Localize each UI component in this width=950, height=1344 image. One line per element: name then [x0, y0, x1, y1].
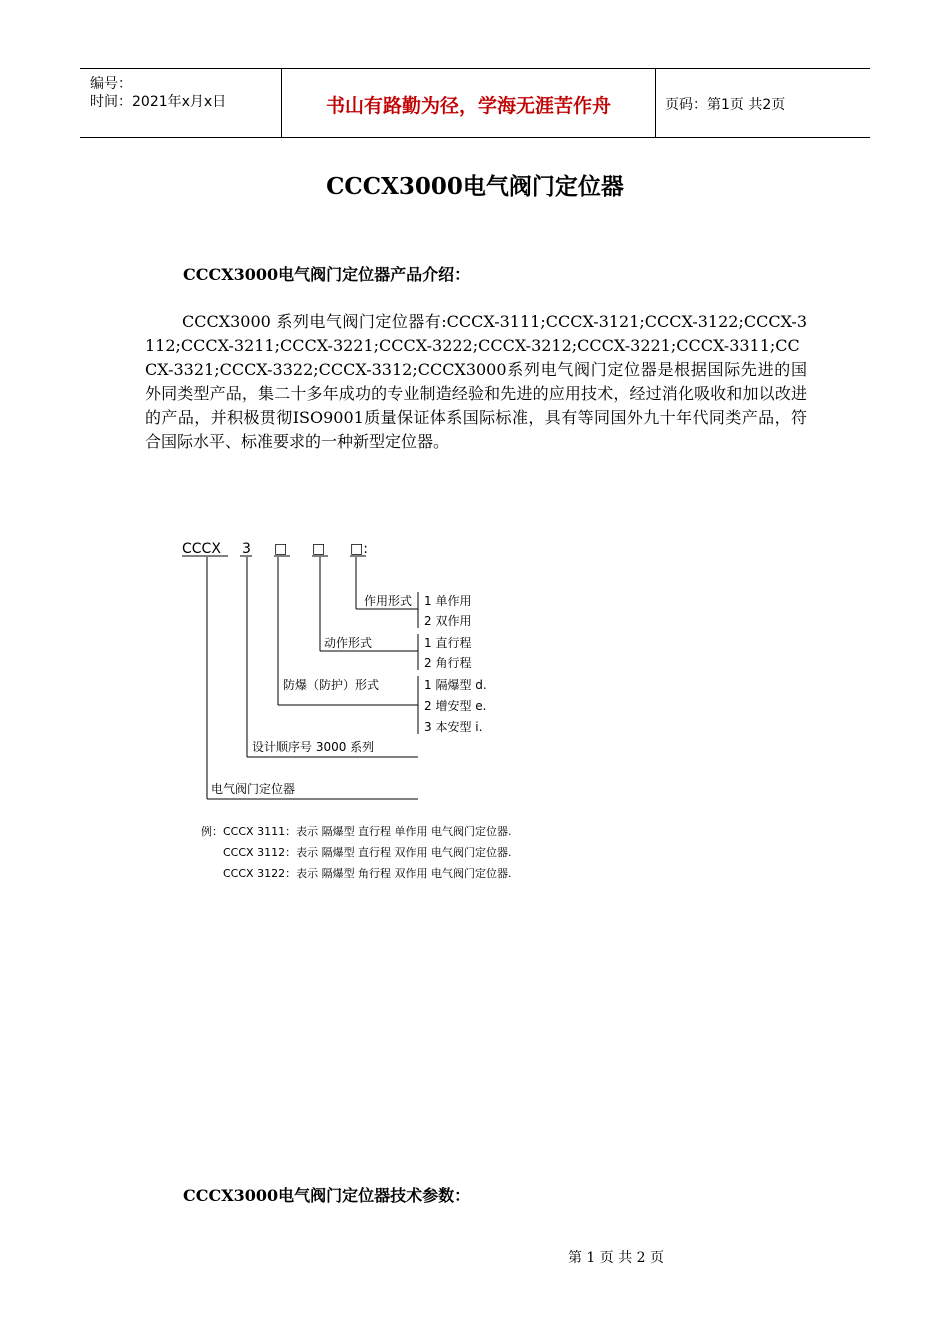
action-option-2: 2 双作用 [424, 614, 472, 628]
explosion-option-3: 3 本安型 i. [424, 720, 483, 734]
code-prefix: CCCX [182, 541, 221, 557]
code-box-1: □ [274, 541, 288, 557]
motion-form-label: 动作形式 [324, 636, 373, 650]
code-box-3: □: [350, 541, 368, 557]
motion-option-2: 2 角行程 [424, 656, 472, 670]
number-label: 编号： [90, 76, 132, 92]
motion-option-1: 1 直行程 [424, 636, 472, 650]
product-name-label: 电气阀门定位器 [211, 782, 296, 796]
intro-text: CCCX3000 系列电气阀门定位器有:CCCX-3111;CCCX-3121;CCCX-3122;CCCX-3112;CCCX-3211;CCCX-3221;CCCX-3222;CCCX-3212;CCCX-3221;CCCX-3311;CCCX-3321;CCCX-3322;CCCX-3312;CCCX3000系列电气阀门定位器是根据国际先进的国外同类型产品，集二十多年成功的专业制造经验和先进的应用技术，经过消化吸收和加以改进的产品，并积极贯彻ISO9001质量保证体系国际标准，具有等同国外九十年代同类产品，符合国际水平、标准要求的一种新型定位器。 [145, 312, 807, 451]
action-option-1: 1 单作用 [424, 594, 472, 608]
explosion-option-2: 2 增安型 e. [424, 699, 487, 713]
time-label: 时间：2021年x月x日 [90, 94, 227, 110]
design-seq-label: 设计顺序号 3000 系列 [252, 740, 375, 754]
tech-heading: CCCX3000电气阀门定位器技术参数： [183, 1186, 471, 1205]
example-3: CCCX 3122：表示 隔爆型 角行程 双作用 电气阀门定位器. [223, 867, 512, 880]
code-digit: 3 [242, 541, 251, 557]
page-info: 页码：第1页 共2页 [665, 97, 786, 113]
code-box-2: □ [312, 541, 326, 557]
page-title: CCCX3000电气阀门定位器 [326, 173, 624, 200]
page-footer: 第 1 页 共 2 页 [567, 1250, 665, 1266]
example-1: 例：CCCX 3111：表示 隔爆型 直行程 单作用 电气阀门定位器. [201, 825, 512, 838]
motto: 书山有路勤为径，学海无涯苦作舟 [325, 95, 611, 117]
intro-heading: CCCX3000电气阀门定位器产品介绍： [183, 265, 471, 284]
explosion-form-label: 防爆（防护）形式 [283, 678, 380, 692]
example-2: CCCX 3112：表示 隔爆型 直行程 双作用 电气阀门定位器. [223, 846, 512, 859]
action-form-label: 作用形式 [364, 594, 413, 608]
explosion-option-1: 1 隔爆型 d. [424, 678, 487, 692]
